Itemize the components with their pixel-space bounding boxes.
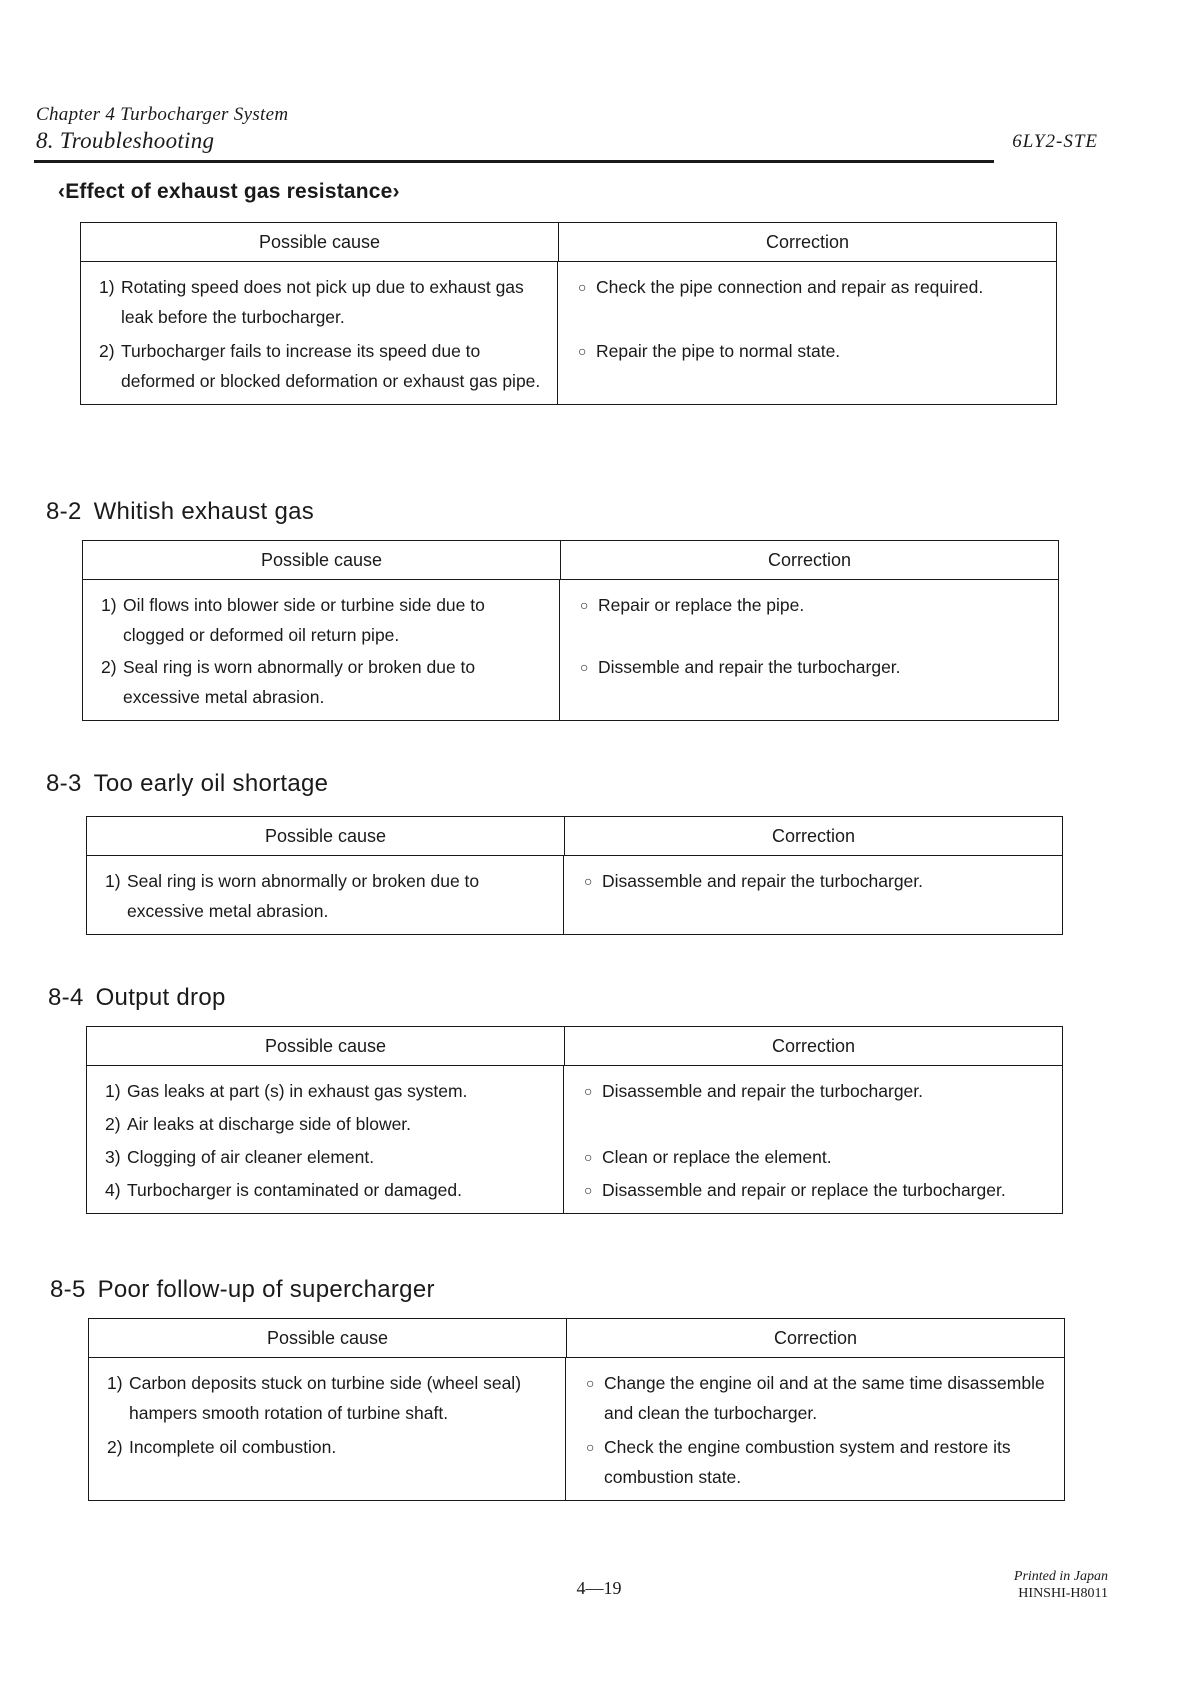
chapter-title: Chapter 4 Turbocharger System <box>36 104 289 125</box>
cause-text: Seal ring is worn abnormally or broken due to excessive metal abrasion. <box>123 657 476 707</box>
cause-text: Rotating speed does not pick up due to exhaust gas leak before the turbocharger. <box>121 277 524 327</box>
cause-number: 2) <box>107 1437 123 1457</box>
circle-bullet-icon: ○ <box>584 1083 593 1099</box>
circle-bullet-icon: ○ <box>578 279 587 295</box>
circle-bullet-icon: ○ <box>584 1149 593 1165</box>
column-header-correction: Correction <box>771 1035 856 1056</box>
section-title: Output drop <box>95 984 226 1011</box>
cause-item <box>105 1076 553 1106</box>
cause-number: 2) <box>105 1114 121 1134</box>
table-header-row <box>87 817 1062 856</box>
cause-text: Turbocharger is contaminated or damaged. <box>127 1180 462 1200</box>
table-8-2 <box>82 540 1059 721</box>
cause-number: 1) <box>105 1081 121 1101</box>
cause-cell <box>89 1358 566 1500</box>
section-title: Whitish exhaust gas <box>93 498 315 525</box>
correction-item <box>580 652 1050 682</box>
heading-8-5 <box>50 1276 435 1304</box>
cause-item <box>105 1142 553 1172</box>
cause-item <box>101 590 549 650</box>
correction-cell <box>566 1358 1064 1500</box>
table-body-row <box>81 262 1056 404</box>
correction-item <box>584 866 1054 896</box>
section-title: Too early oil shortage <box>93 770 329 797</box>
heading-exhaust-resistance: ‹Effect of exhaust gas resistance› <box>58 180 400 203</box>
cause-cell <box>87 1066 564 1213</box>
correction-cell <box>558 262 1056 404</box>
table-8-4 <box>86 1026 1063 1214</box>
heading-8-2 <box>46 498 314 526</box>
column-header-correction: Correction <box>771 825 856 846</box>
cause-cell <box>83 580 560 720</box>
cause-number: 2) <box>99 341 115 361</box>
page-number: 4—19 <box>576 1578 622 1598</box>
column-header-cause: Possible cause <box>83 541 561 579</box>
correction-text: Check the engine combustion system and restore its combustion state. <box>604 1437 1011 1487</box>
correction-item <box>584 1076 1054 1106</box>
correction-cell <box>560 580 1058 720</box>
table-8-3 <box>86 816 1063 935</box>
header-rule <box>34 160 994 163</box>
correction-item <box>586 1432 1056 1492</box>
correction-text: Disassemble and repair or replace the turbocharger. <box>602 1180 1006 1200</box>
heading-8-3 <box>46 770 328 798</box>
cause-item <box>105 866 553 926</box>
cause-number: 1) <box>99 277 115 297</box>
table-exhaust-resistance <box>80 222 1057 405</box>
cause-number: 3) <box>105 1147 121 1167</box>
table-header-row <box>83 541 1058 580</box>
cause-text: Seal ring is worn abnormally or broken due to excessive metal abrasion. <box>127 871 480 921</box>
table-body-row <box>89 1358 1064 1500</box>
cause-item <box>101 652 549 712</box>
correction-text: Dissemble and repair the turbocharger. <box>598 657 901 677</box>
cause-number: 1) <box>105 871 121 891</box>
cause-text: Oil flows into blower side or turbine side due to clogged or deformed oil return pipe. <box>123 595 485 645</box>
column-header-correction: Correction <box>767 549 852 570</box>
circle-bullet-icon: ○ <box>580 597 589 613</box>
cause-cell <box>87 856 564 934</box>
correction-text: Clean or replace the element. <box>602 1147 832 1167</box>
correction-cell <box>564 856 1062 934</box>
section-title: 8. Troubleshooting <box>36 128 215 153</box>
cause-text: Carbon deposits stuck on turbine side (wheel seal) hampers smooth rotation of turbine shaft. <box>129 1373 522 1423</box>
column-header-cause: Possible cause <box>81 223 559 261</box>
correction-text: Repair or replace the pipe. <box>598 595 805 615</box>
correction-cell <box>564 1066 1062 1213</box>
cause-text: Turbocharger fails to increase its speed due to deformed or blocked deformation or exhaust gas pipe. <box>121 341 541 391</box>
cause-item <box>107 1368 555 1428</box>
printed-in-label: Printed in Japan <box>1013 1569 1108 1584</box>
cause-number: 1) <box>101 595 117 615</box>
circle-bullet-icon: ○ <box>586 1439 595 1455</box>
circle-bullet-icon: ○ <box>584 873 593 889</box>
cause-number: 2) <box>101 657 117 677</box>
cause-item <box>99 272 547 332</box>
column-header-correction: Correction <box>773 1327 858 1348</box>
correction-item <box>578 336 1048 366</box>
table-header-row <box>89 1319 1064 1358</box>
cause-number: 1) <box>107 1373 123 1393</box>
column-header-cause: Possible cause <box>87 1027 565 1065</box>
document-code: HINSHI-H8011 <box>1018 1586 1108 1601</box>
section-number: 8-5 <box>50 1276 86 1303</box>
column-header-correction: Correction <box>765 231 850 252</box>
model-code: 6LY2-STE <box>1012 131 1098 152</box>
correction-text: Disassemble and repair the turbocharger. <box>602 1081 924 1101</box>
cause-item <box>105 1175 553 1205</box>
table-header-row <box>87 1027 1062 1066</box>
cause-text: Clogging of air cleaner element. <box>127 1147 375 1167</box>
section-number: 8-4 <box>48 984 84 1011</box>
heading-8-4 <box>48 984 226 1012</box>
table-body-row <box>87 856 1062 934</box>
column-header-cause: Possible cause <box>89 1319 567 1357</box>
correction-item <box>586 1368 1056 1428</box>
circle-bullet-icon: ○ <box>586 1375 595 1391</box>
correction-text: Repair the pipe to normal state. <box>596 341 841 361</box>
cause-cell <box>81 262 558 404</box>
correction-item <box>580 590 1050 620</box>
section-title: Poor follow-up of supercharger <box>97 1276 435 1303</box>
circle-bullet-icon: ○ <box>580 659 589 675</box>
correction-text: Change the engine oil and at the same time disassemble and clean the turbocharger. <box>604 1373 1045 1423</box>
cause-number: 4) <box>105 1180 121 1200</box>
correction-text: Disassemble and repair the turbocharger. <box>602 871 924 891</box>
section-number: 8-3 <box>46 770 82 797</box>
cause-item <box>99 336 547 396</box>
circle-bullet-icon: ○ <box>584 1182 593 1198</box>
correction-item <box>578 272 1048 302</box>
print-info <box>1014 1568 1108 1602</box>
correction-item <box>584 1142 1054 1172</box>
correction-item <box>584 1175 1054 1205</box>
column-header-cause: Possible cause <box>87 817 565 855</box>
cause-text: Gas leaks at part (s) in exhaust gas system. <box>127 1081 468 1101</box>
table-8-5 <box>88 1318 1065 1501</box>
table-body-row <box>87 1066 1062 1213</box>
circle-bullet-icon: ○ <box>578 343 587 359</box>
cause-item <box>105 1109 553 1139</box>
cause-text: Air leaks at discharge side of blower. <box>127 1114 412 1134</box>
cause-text: Incomplete oil combustion. <box>129 1437 337 1457</box>
cause-item <box>107 1432 555 1462</box>
correction-text: Check the pipe connection and repair as required. <box>596 277 984 297</box>
section-number: 8-2 <box>46 498 82 525</box>
table-body-row <box>83 580 1058 720</box>
table-header-row <box>81 223 1056 262</box>
